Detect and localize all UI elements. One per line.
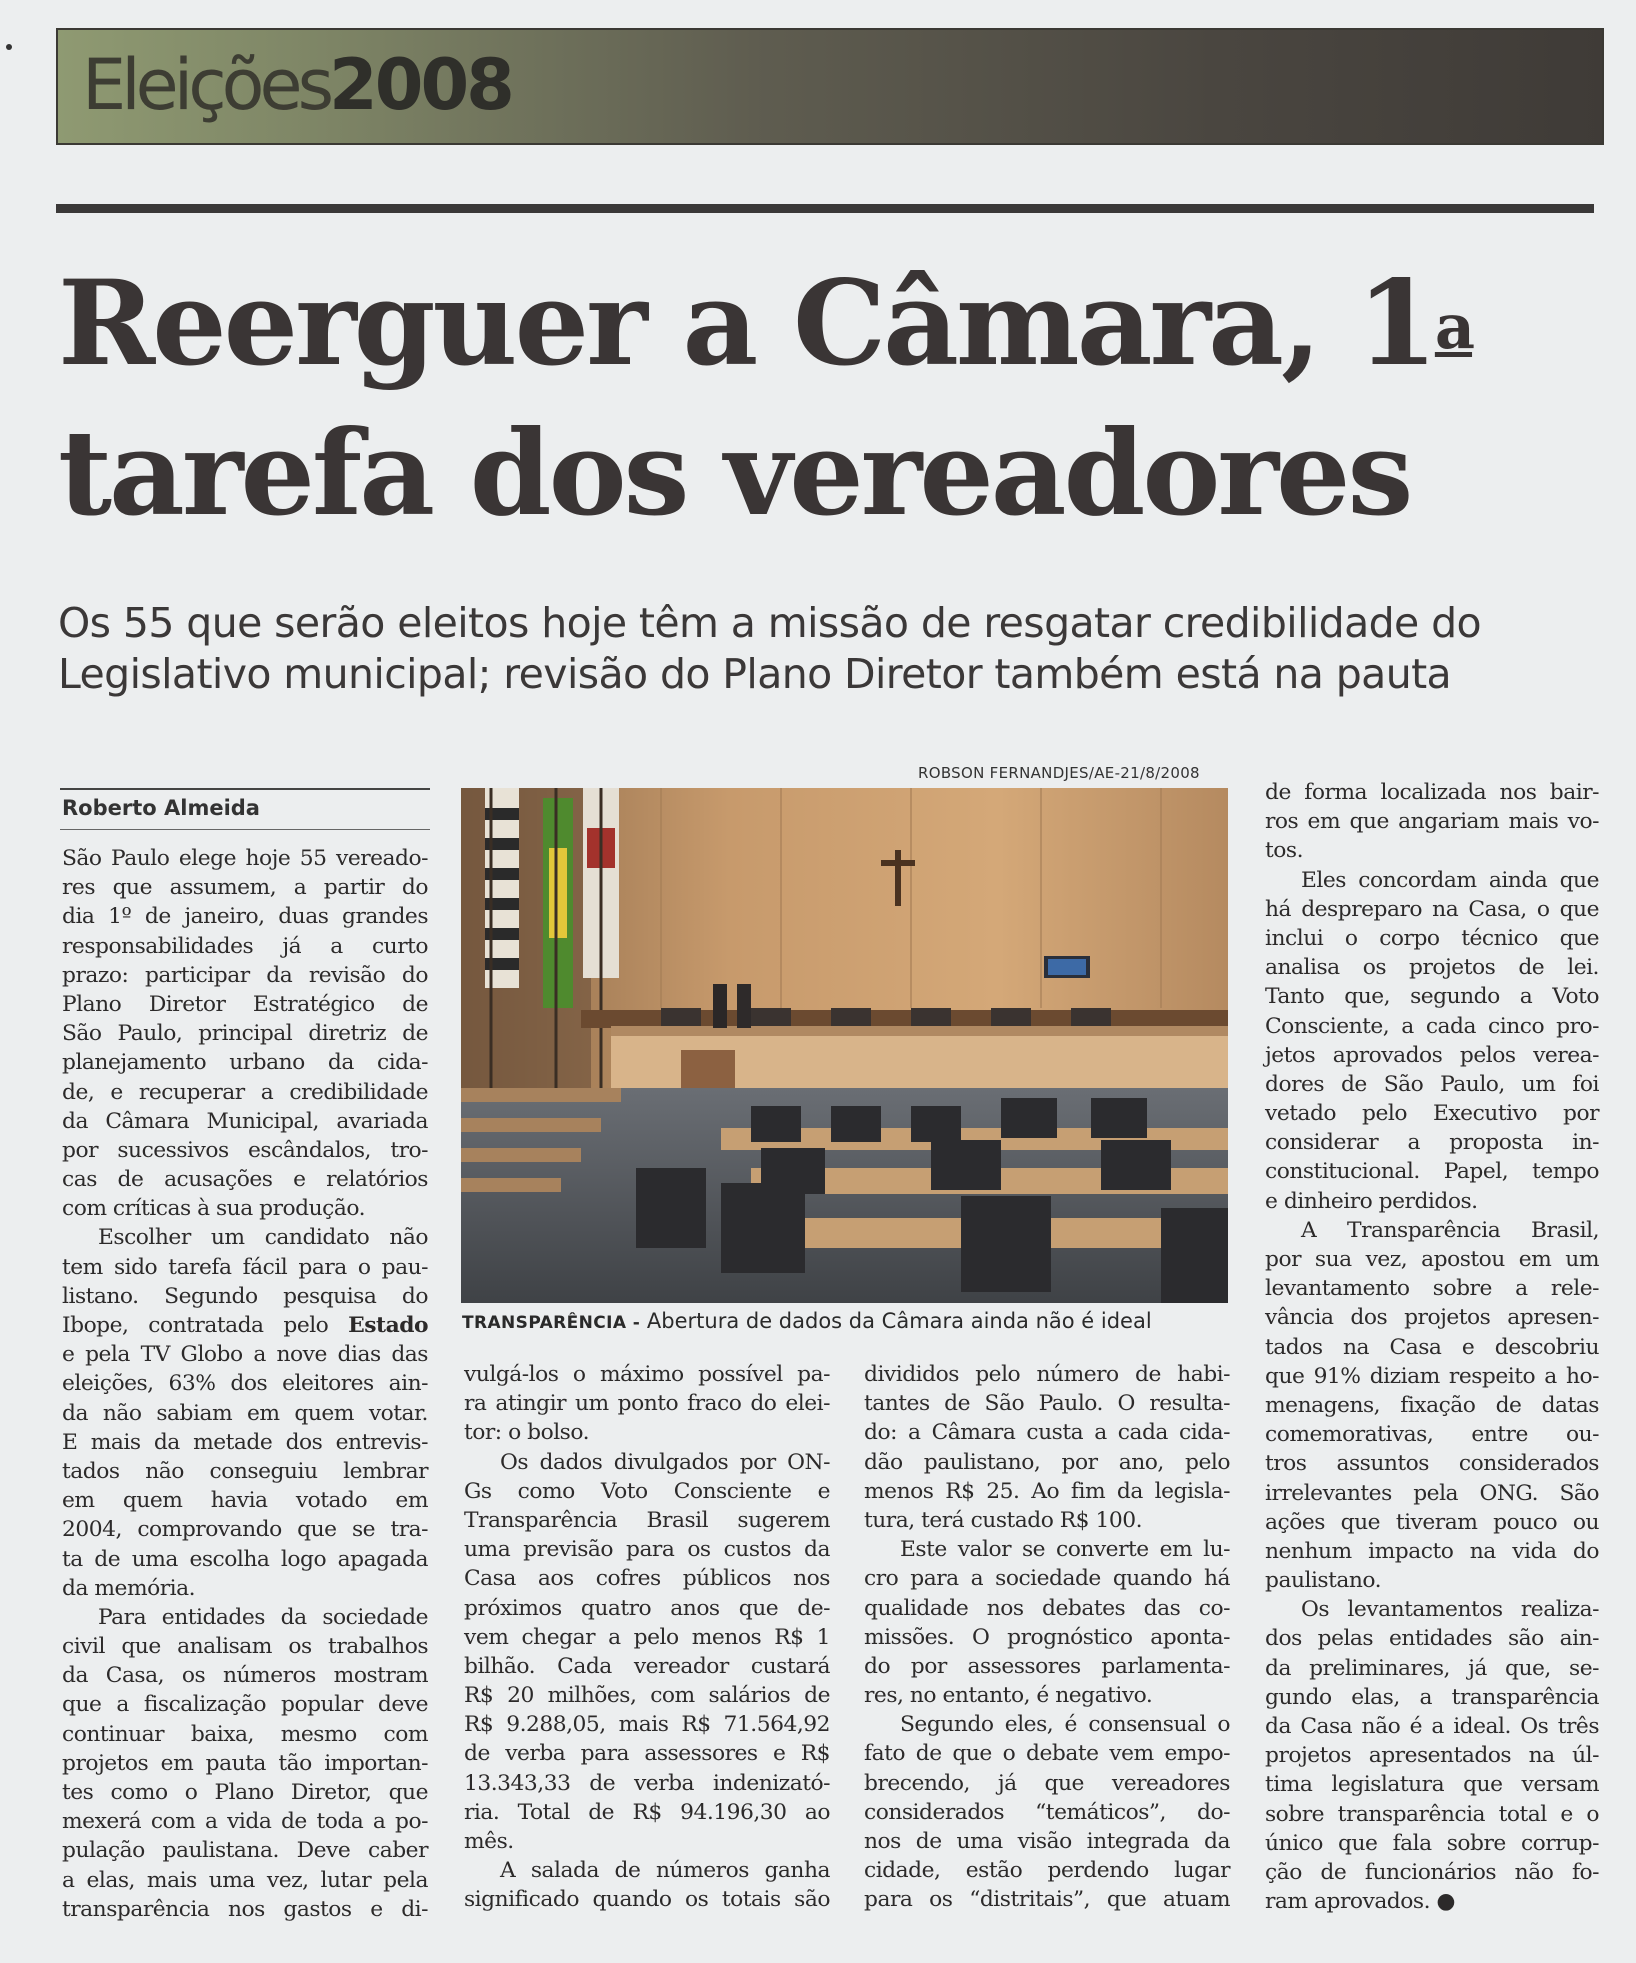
article-line: 2004, comprovando que se tra- [62,1517,428,1543]
article-line: res, no entanto, é negativo. [864,1683,1153,1709]
article-line: eleições, 63% dos eleitores ain- [62,1371,428,1397]
article-line: da não sabiam em quem votar. [62,1400,428,1426]
article-line: ria. Total de R$ 94.196,30 ao [464,1799,830,1825]
article-line: irrelevantes pela ONG. São [1265,1480,1599,1506]
article-line: da Casa, os números mostram [62,1663,428,1689]
article-line: do: a Câmara custa a cada cida- [864,1420,1230,1446]
article-line: considerar a proposta in- [1265,1130,1599,1156]
article-column-1 [62,844,428,1924]
subheadline-line-2: Legislativo municipal; revisão do Plano Diretor também está na pauta [58,650,1452,698]
article-line: Plano Diretor Estratégico de [62,991,428,1017]
article-line: prazo: participar da revisão do [62,962,428,988]
caption-text: Abertura de dados da Câmara ainda não é ideal [640,1309,1152,1333]
headline-line-2: tarefa dos vereadores [58,404,1411,542]
article-line: por sua vez, apostou em um [1265,1247,1599,1272]
article-line: cidade, estão perdendo lugar [864,1858,1230,1884]
article-line: A salada de números ganha [500,1858,830,1884]
caption-kicker: TRANSPARÊNCIA - [462,1313,641,1333]
section-label-light: Eleições [82,44,330,126]
article-line: bilhão. Cada vereador custará [464,1653,830,1679]
article-line: Segundo eles, é consensual o [900,1712,1230,1738]
article-line: vância dos projetos apresen- [1265,1305,1599,1331]
article-line: mês. [464,1829,514,1854]
article-line: em quem havia votado em [62,1488,428,1514]
article-line: ta de uma escolha logo apagada [62,1546,428,1572]
article-line: tados na Casa e descobriu [1265,1334,1599,1360]
article-line: de forma localizada nos bair- [1265,780,1599,805]
article-line: inclui o corpo técnico que [1265,925,1599,951]
article-line: há despreparo na Casa, o que [1265,896,1599,922]
article-line: da Casa não é a ideal. Os três [1265,1714,1599,1739]
article-line: por sucessivos escândalos, tro- [62,1137,428,1163]
subheadline [58,598,1618,700]
article-line: menagens, fixação de datas [1265,1392,1599,1418]
headline-rule [56,204,1594,213]
article-line: comemorativas, entre ou- [1265,1422,1599,1448]
article-line: Tanto que, segundo a Voto [1265,984,1599,1010]
article-line: E mais da metade dos entrevis- [62,1429,428,1455]
article-line: para os “distritais”, que atuam [864,1887,1230,1913]
article-line: cro para a sociedade quando há [864,1566,1230,1592]
article-line: brecendo, já que vereadores [864,1770,1230,1796]
article-line: único que fala sobre corrup- [1265,1830,1599,1856]
headline-line-1-text: Reerguer a Câmara, 1 [58,254,1435,392]
article-line: vetado pelo Executivo por [1265,1101,1599,1127]
article-line: vem chegar a pelo menos R$ 1 [464,1624,830,1650]
article-line: tes como o Plano Diretor, que [62,1780,428,1805]
article-line-text: Ibope, contratada pelo [62,1313,349,1338]
article-line: Eles concordam ainda que [1301,867,1599,893]
article-line: mexerá com a vida de toda a po- [62,1809,428,1835]
article-line: Transparência Brasil sugerem [464,1507,830,1533]
article-line: de, e recuperar a credibilidade [62,1079,428,1105]
article-column-3 [864,1360,1230,1915]
article-line: tros assuntos considerados [1265,1451,1599,1477]
byline: Roberto Almeida [62,796,260,820]
article-line: responsabilidades já a curto [62,933,428,959]
article-line: Consciente, a cada cinco pro- [1265,1013,1599,1039]
subheadline-line-1: Os 55 que serão eleitos hoje têm a missão de resgatar credibilidade do [58,599,1481,647]
article-line: Os dados divulgados por ON- [500,1449,830,1475]
article-line: missões. O prognóstico aponta- [864,1624,1230,1650]
article-line: projetos apresentados na úl- [1265,1743,1599,1769]
article-line: R$ 9.288,05, mais R$ 71.564,92 [464,1712,830,1738]
article-line: e pela TV Globo a nove dias das [62,1342,428,1368]
article-line: analisa os projetos de lei. [1265,955,1599,981]
photo-caption [462,1309,1152,1333]
byline-rule-bottom [60,829,430,830]
article-line: tem sido tarefa fácil para o pau- [62,1254,428,1280]
article-line: e dinheiro perdidos. [1265,1188,1478,1214]
article-line: ações que tiveram pouco ou [1265,1509,1599,1535]
article-line: Casa aos cofres públicos nos [464,1566,830,1592]
article-line: ra atingir um ponto fraco do elei- [464,1391,830,1417]
headline-ordinal: a [1434,290,1473,363]
article-line: paulistano. [1265,1568,1382,1594]
article-line: do por assessores parlamenta- [864,1653,1230,1679]
article-line: nenhum impacto na vida do [1265,1538,1599,1564]
article-line: continuar baixa, mesmo com [62,1721,428,1747]
article-line: da preliminares, já que, se- [1265,1655,1599,1681]
article-line: tura, terá custado R$ 100. [864,1507,1143,1533]
article-line: planejamento urbano da cida- [62,1050,428,1076]
article-line: divididos pelo número de habi- [864,1362,1230,1387]
article-line: dores de São Paulo, um foi [1265,1071,1599,1097]
article-line: tados não conseguiu lembrar [62,1458,428,1484]
article-line: Para entidades da sociedade [98,1604,428,1630]
article-line: dos pelas entidades são ain- [1265,1626,1599,1652]
chamber-photo [461,788,1228,1303]
article-line: Escolher um candidato não [98,1225,428,1251]
headline-line-1 [58,248,1618,398]
article-line: constitucional. Papel, tempo [1265,1159,1599,1185]
section-label [82,40,512,130]
article-line: fato de que o debate vem empo- [864,1741,1230,1767]
article-line: menos R$ 25. Ao fim da legisla- [864,1478,1230,1504]
article-line: ram aprovados. ● [1265,1889,1455,1915]
article-line: vulgá-los o máximo possível pa- [464,1362,830,1387]
article-line: significado quando os totais são [464,1887,830,1913]
photo-credit: ROBSON FERNANDJES/AE-21/8/2008 [918,764,1200,782]
article-line: civil que analisam os trabalhos [62,1634,428,1660]
byline-rule-top [60,788,430,790]
article-line: tima legislatura que versam [1265,1772,1599,1798]
article-line [62,1311,428,1340]
article-line: de verba para assessores e R$ [464,1741,830,1767]
article-line: uma previsão para os custos da [464,1537,830,1563]
article-line: levantamento sobre a rele- [1265,1276,1599,1302]
article-line: tos. [1265,838,1303,864]
article-line: a elas, mais uma vez, lutar pela [62,1867,428,1893]
article-line: Os levantamentos realiza- [1301,1597,1599,1623]
article-line: nos de uma visão integrada da [864,1829,1230,1854]
article-line: res que assumem, a partir do [62,875,428,901]
article-line: que 91% diziam respeito a ho- [1265,1363,1599,1389]
article-line: Este valor se converte em lu- [900,1537,1230,1563]
margin-dot [6,44,12,50]
article-line: R$ 20 milhões, com salários de [464,1683,830,1709]
article-line: transparência nos gastos e di- [62,1896,428,1922]
article-line: Gs como Voto Consciente e [464,1478,830,1504]
article-line: 13.343,33 de verba indenizató- [464,1770,830,1796]
headline [58,248,1618,548]
article-line: projetos em pauta tão importan- [62,1750,428,1776]
section-banner [56,28,1604,145]
article-line: dia 1º de janeiro, duas grandes [62,904,428,930]
article-line: dão paulistano, por ano, pelo [864,1449,1230,1475]
article-line: São Paulo elege hoje 55 vereado- [62,846,428,871]
article-line: da memória. [62,1575,196,1601]
article-line: com críticas à sua produção. [62,1196,366,1222]
section-label-year: 2008 [329,44,512,126]
article-line: tor: o bolso. [464,1420,590,1446]
article-line: qualidade nos debates das co- [864,1595,1230,1621]
article-line: São Paulo, principal diretriz de [62,1021,428,1047]
newspaper-name: Estado [348,1313,428,1338]
article-line: listano. Segundo pesquisa do [62,1283,428,1309]
chamber-photo-illustration [461,788,1228,1303]
article-column-4 [1265,778,1599,1916]
article-line: considerados “temáticos”, do- [864,1799,1230,1825]
article-line: próximos quatro anos que de- [464,1595,830,1621]
article-line: tantes de São Paulo. O resulta- [864,1391,1230,1417]
article-line: gundo elas, a transparência [1265,1684,1599,1710]
article-line: que a fiscalização popular deve [62,1692,428,1718]
article-line: pulação paulistana. Deve caber [62,1838,428,1864]
article-line: A Transparência Brasil, [1301,1217,1599,1243]
article-line: cas de acusações e relatórios [62,1167,428,1193]
article-line: ros em que angariam mais vo- [1265,809,1599,835]
article-line: jetos aprovados pelos verea- [1265,1042,1599,1068]
article-column-2 [464,1360,830,1915]
article-line: ção de funcionários não fo- [1265,1859,1599,1885]
article-line: da Câmara Municipal, avariada [62,1108,428,1134]
article-line: sobre transparência total e o [1265,1801,1599,1827]
